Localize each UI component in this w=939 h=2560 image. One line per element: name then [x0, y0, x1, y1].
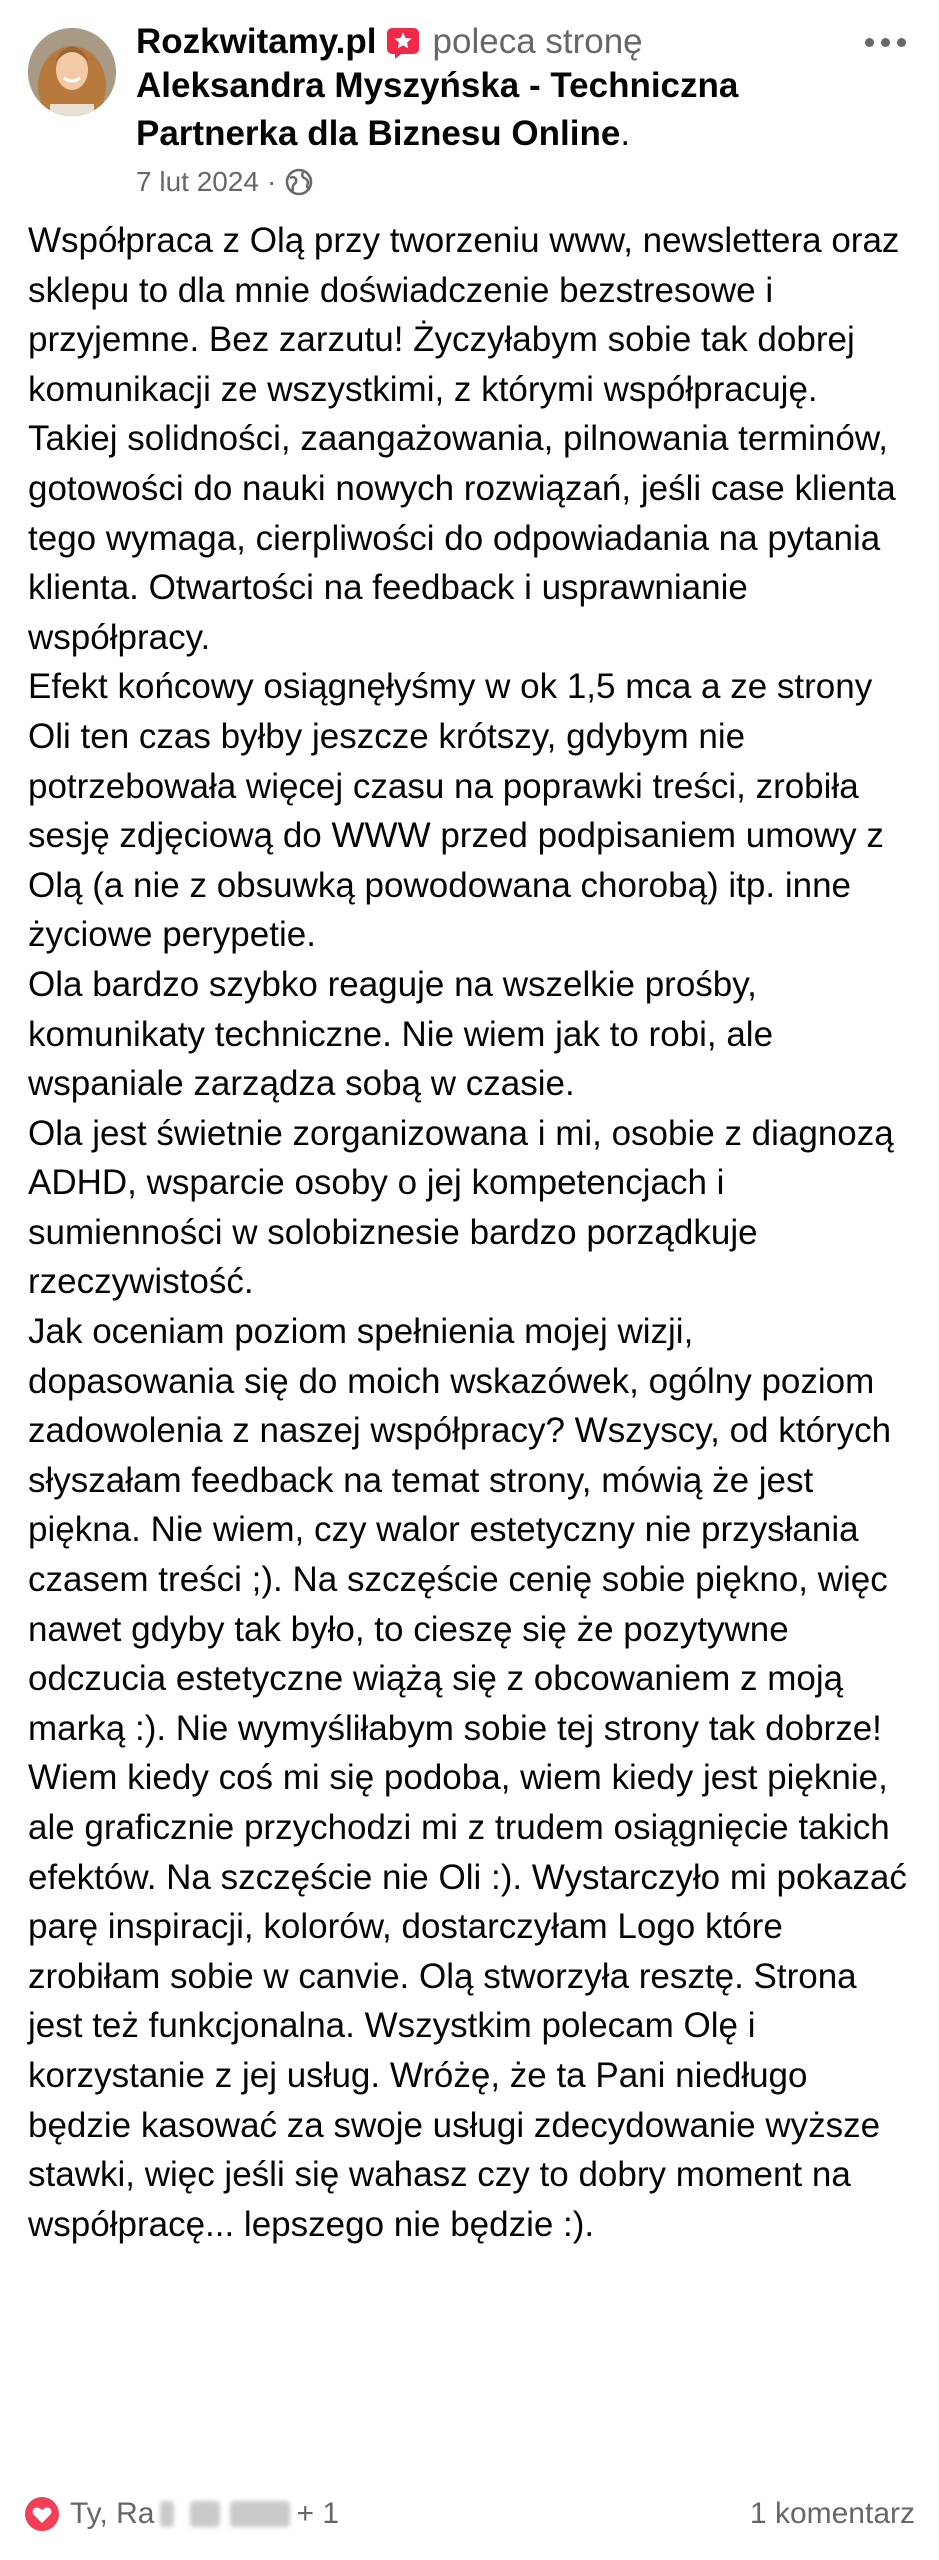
recommend-text: poleca stronę [432, 22, 643, 61]
post-paragraph: Ola bardzo szybko reaguje na wszelkie prośby, komunikaty techniczne. Nie wiem jak to robi, ale wspaniale zarządza sobą w czasie. [28, 964, 774, 1104]
more-options-icon[interactable] [855, 22, 915, 62]
avatar-photo [28, 28, 116, 116]
reaction-names [70, 2497, 339, 2531]
recommended-page-name [136, 62, 836, 158]
reactions-prefix: Ty, Ra [70, 2497, 155, 2530]
redacted-name-part [230, 2501, 290, 2527]
reactions-summary[interactable] [24, 2496, 339, 2532]
post-paragraph: Współpraca z Olą przy tworzeniu www, newslettera oraz sklepu to dla mnie doświadczenie bezstresowe i przyjemne. Bez zarzutu! Życzyłabym sobie tak dobrej komunikacji ze wszystkimi, z którymi współpracuję. Takiej solidności, zaangażowania, pilnowania terminów, gotowości do nauki nowych rozwiązań, jeśli case klienta tego wymaga, cierpliwości do odpowiadania na pytania klienta. Otwartości na feedback i usprawnianie współpracy. [28, 221, 900, 657]
post-paragraph: Efekt końcowy osiągnęłyśmy w ok 1,5 mca a ze strony Oli ten czas byłby jeszcze krótszy, gdybym nie potrzebowała więcej czasu na poprawki treści, zrobiła sesję zdjęciową do WWW przed podpisaniem umowy z Olą (a nie z obsuwką powodowana chorobą) itp. inne życiowe perypetie. [28, 667, 884, 955]
redacted-name-part [160, 2501, 174, 2527]
recommended-page-link[interactable]: Aleksandra Myszyńska - Techniczna Partnerka dla Biznesu Online [136, 66, 739, 153]
post-header-line [136, 20, 643, 64]
globe-icon [284, 167, 314, 197]
reactions-suffix: + 1 [296, 2497, 340, 2530]
comments-count[interactable]: 1 komentarz [749, 2497, 915, 2530]
post-text [28, 216, 908, 2249]
post-footer [24, 2488, 915, 2540]
name-suffix: . [620, 114, 631, 153]
redacted-name-part [190, 2501, 220, 2527]
post-paragraph: Ola jest świetnie zorganizowana i mi, osobie z diagnozą ADHD, wsparcie osoby o jej kompetencjach i sumienności w solobiznesie bardzo porządkuje rzeczywistość. [28, 1113, 894, 1302]
heart-reaction-icon [24, 2496, 60, 2532]
post-paragraph: Jak oceniam poziom spełnienia mojej wizji, dopasowania się do moich wskazówek, ogólny poziom zadowolenia z naszej współpracy? Wszyscy, od których słyszałam feedback na temat strony, mówią że jest piękna. Nie wiem, czy walor estetyczny nie przysłania czasem treści ;). Na szczęście cenię sobie piękno, więc nawet gdyby tak było, to cieszę się że pozytywne odczucia estetyczne wiążą się z obcowaniem z moją marką :). Nie wymyśliłabym sobie tej strony tak dobrze! Wiem kiedy coś mi się podoba, wiem kiedy jest pięknie, ale graficznie przychodzi mi z trudem osiągnięcie takich efektów. Na szczęście nie Oli :). Wystarczyło mi pokazać parę inspiracji, kolorów, dostarczyłam Logo które zrobiłam sobie w canvie. Olą stworzyła resztę. Strona jest też funkcjonalna. Wszystkim polecam Olę i korzystanie z jej usług. Wróżę, że ta Pani niedługo będzie kasować za swoje usługi zdecydowanie wyższe stawki, więc jeśli się wahasz czy to dobry moment na współpracę... lepszego nie będzie :). [28, 1312, 907, 2244]
post-date[interactable]: 7 lut 2024 [136, 166, 259, 197]
page-name-link[interactable]: Rozkwitamy.pl [136, 22, 377, 61]
post-meta [136, 162, 314, 202]
recommend-star-icon [385, 24, 421, 60]
avatar[interactable] [28, 28, 116, 116]
meta-separator: · [267, 166, 277, 197]
